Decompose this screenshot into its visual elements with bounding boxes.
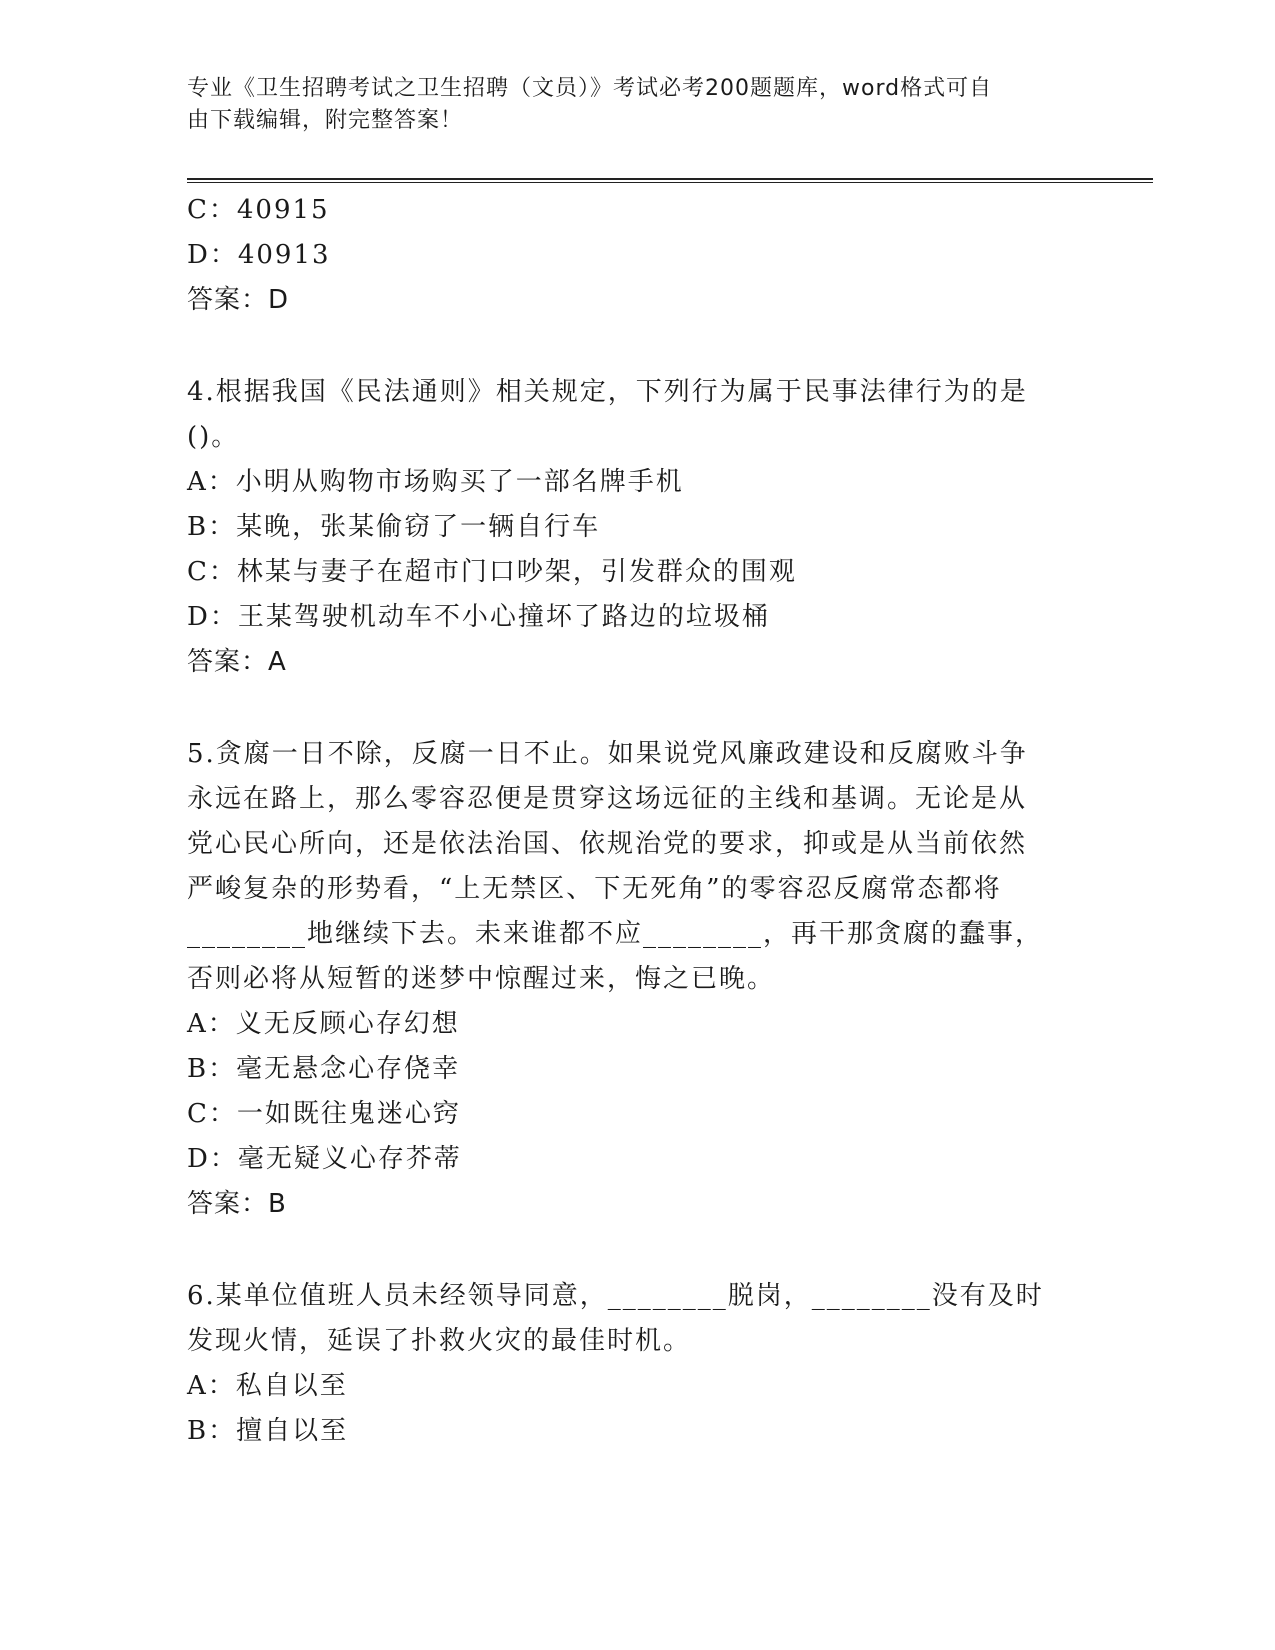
option-a: A：私自以至: [187, 1371, 348, 1401]
question-text-line: ()。: [187, 422, 240, 452]
question-6: [187, 1274, 1067, 1454]
question-text-line: 永远在路上，那么零容忍便是贯穿这场远征的主线和基调。无论是从: [187, 784, 1028, 814]
header-rule-thin: [187, 182, 1153, 183]
document-header: [187, 73, 1067, 137]
option-c: C：一如既往鬼迷心窍: [187, 1099, 461, 1129]
option-d: D：40913: [187, 240, 331, 270]
question-text-line: 党心民心所向，还是依法治国、依规治党的要求，抑或是从当前依然: [187, 829, 1028, 859]
header-line-2: 由下载编辑，附完整答案！: [187, 108, 464, 133]
question-text-line: 发现火情，延误了扑救火灾的最佳时机。: [187, 1326, 692, 1356]
header-rule-thick: [187, 178, 1153, 180]
option-c: C：40915: [187, 195, 330, 225]
question-text-line: 6.某单位值班人员未经领导同意，________脱岗，________没有及时: [187, 1281, 1044, 1311]
option-a: A：义无反顾心存幻想: [187, 1009, 460, 1039]
question-text-line: 5.贪腐一日不除，反腐一日不止。如果说党风廉政建设和反腐败斗争: [187, 739, 1028, 769]
option-d: D：毫无疑义心存芥蒂: [187, 1144, 462, 1174]
option-b: B：某晚，张某偷窃了一辆自行车: [187, 512, 601, 542]
question-4: [187, 370, 1067, 685]
question-text-line: 4.根据我国《民法通则》相关规定，下列行为属于民事法律行为的是: [187, 377, 1028, 407]
option-b: B：擅自以至: [187, 1416, 349, 1446]
header-line-1: 专业《卫生招聘考试之卫生招聘（文员）》考试必考200题题库，word格式可自: [187, 76, 993, 101]
question-text-line: 否则必将从短暂的迷梦中惊醒过来，悔之已晚。: [187, 964, 776, 994]
option-c: C：林某与妻子在超市门口吵架，引发群众的围观: [187, 557, 797, 587]
answer-line: 答案：B: [187, 1189, 287, 1219]
option-a: A：小明从购物市场购买了一部名牌手机: [187, 467, 684, 497]
question-text-line: 严峻复杂的形势看，“上无禁区、下无死角”的零容忍反腐常态都将: [187, 874, 1002, 904]
question-3-fragment: [187, 188, 1067, 323]
option-d: D：王某驾驶机动车不小心撞坏了路边的垃圾桶: [187, 602, 770, 632]
answer-line: 答案：D: [187, 285, 290, 315]
answer-line: 答案：A: [187, 647, 287, 677]
question-content: [187, 188, 1067, 1454]
option-b: B：毫无悬念心存侥幸: [187, 1054, 461, 1084]
question-5: [187, 732, 1067, 1227]
question-text-line: ________地继续下去。未来谁都不应________，再干那贪腐的蠢事，: [187, 919, 1044, 949]
